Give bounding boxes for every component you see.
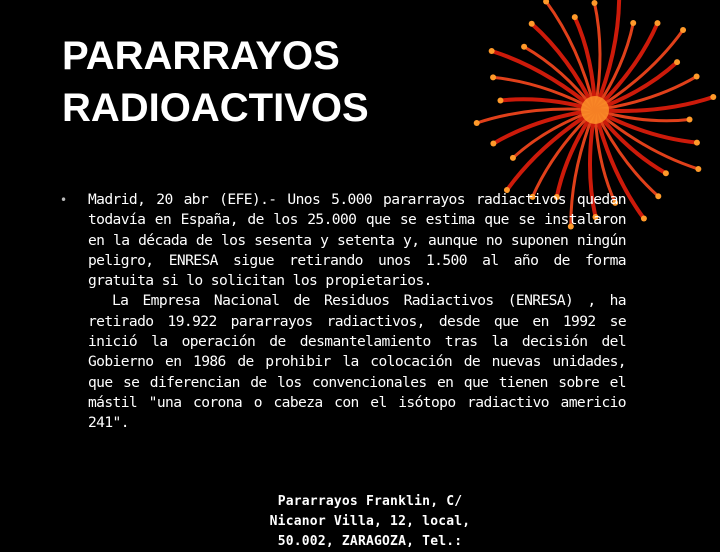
- firework-spark: [694, 73, 700, 79]
- firework-spark: [663, 170, 669, 176]
- firework-spark: [529, 21, 535, 27]
- bullet-icon: •: [60, 193, 68, 207]
- firework-spark: [591, 0, 597, 6]
- firework-spark: [641, 215, 647, 221]
- firework-spark: [694, 140, 700, 146]
- footer-line-2: Nicanor Villa, 12, local,: [269, 514, 471, 529]
- firework-spark: [630, 20, 636, 26]
- firework-spark: [710, 94, 716, 100]
- firework-spark: [687, 116, 693, 122]
- body-text: [88, 190, 626, 434]
- firework-spark: [490, 141, 496, 147]
- footer-address: [240, 492, 500, 552]
- firework-core: [581, 96, 609, 124]
- footer-line-3: 50.002, ZARAGOZA, Tel.:: [277, 534, 463, 549]
- footer-line-1: Pararrayos Franklin, C/: [277, 494, 463, 509]
- firework-spark: [654, 20, 660, 26]
- firework-spark: [655, 193, 661, 199]
- slide-title: [62, 30, 502, 134]
- firework-spark: [510, 155, 516, 161]
- firework-spark: [521, 44, 527, 50]
- firework-spark: [695, 166, 701, 172]
- paragraph-1: Madrid, 20 abr (EFE).- Unos 5.000 pararrayos radiactivos quedan todavía en España, de los 25.000 que se estima que se instalaron en la década de los sesenta y setenta y, aunque no suponen ningún peligro, ENRESA sigue retirando unos 1.500 al año de forma gratuita si lo solicitan los propietarios.: [88, 191, 626, 290]
- title-line-2: RADIOACTIVOS: [62, 86, 369, 130]
- firework-spark: [572, 14, 578, 20]
- firework-spark: [680, 27, 686, 33]
- paragraph-2: La Empresa Nacional de Residuos Radiactivos (ENRESA) , ha retirado 19.922 pararrayos radiactivos, desde que en 1992 se inició la operación de desmantelamiento tras la decisión del Gobierno en 1986 de prohibir la colocación de nuevas unidades, que se diferencian de los convencionales en que tienen sobre el mástil "una corona o cabeza con el isótopo radiactivo americio 241".: [88, 292, 626, 432]
- title-line-1: PARARRAYOS: [62, 34, 340, 78]
- firework-spark: [674, 59, 680, 65]
